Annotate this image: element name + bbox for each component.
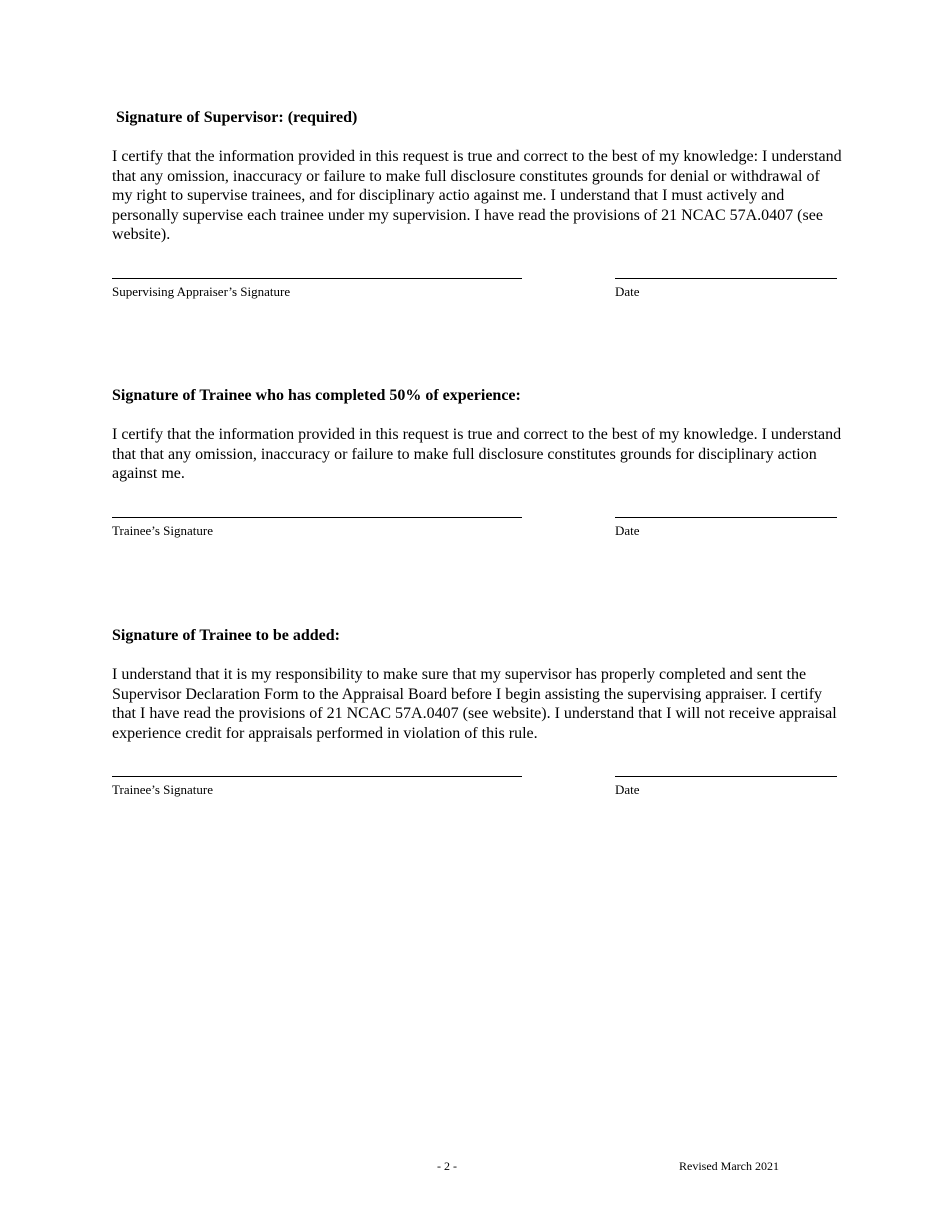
trainee-added-date-label: Date bbox=[615, 782, 640, 797]
trainee-added-statement: I understand that it is my responsibility to make sure that my supervisor has properly completed and sent the Supervisor Declaration Form to the Appraisal Board before I begin assisting the supervising appraiser. I certify that I have read the provisions of 21 NCAC 57A.0407 (see website). I understand that I will not receive appraisal experience credit for appraisals performed in violation of this rule. bbox=[112, 666, 837, 742]
supervisor-statement: I certify that the information provided in this request is true and correct to the best of my knowledge: I understand that any omission, inaccuracy or failure to make full disclosure constitutes grounds for denial or withdrawal of my right to supervise trainees, and for disciplinary actio against me. I understand that I must actively and personally supervise each trainee under my supervision. I have read the provisions of 21 NCAC 57A.0407 (see website). bbox=[112, 148, 842, 244]
trainee-completed-signature-label: Trainee’s Signature bbox=[112, 523, 213, 538]
trainee-completed-statement: I certify that the information provided in this request is true and correct to the best of my knowledge. I understand that that any omission, inaccuracy or failure to make full disclosure constitutes grounds for disciplinary action against me. bbox=[112, 426, 842, 483]
trainee-completed-signature-line[interactable] bbox=[112, 517, 522, 518]
trainee-completed-date-line[interactable] bbox=[615, 517, 837, 518]
page-number: - 2 - bbox=[437, 1159, 457, 1173]
trainee-added-date-line[interactable] bbox=[615, 776, 837, 777]
supervisor-date-label: Date bbox=[615, 284, 640, 299]
revision-date: Revised March 2021 bbox=[679, 1159, 779, 1173]
trainee-added-signature-line[interactable] bbox=[112, 776, 522, 777]
supervisor-signature-line[interactable] bbox=[112, 278, 522, 279]
supervisor-heading: Signature of Supervisor: (required) bbox=[116, 109, 358, 126]
trainee-completed-date-label: Date bbox=[615, 523, 640, 538]
trainee-added-signature-label: Trainee’s Signature bbox=[112, 782, 213, 797]
supervisor-signature-label: Supervising Appraiser’s Signature bbox=[112, 284, 291, 299]
trainee-completed-heading: Signature of Trainee who has completed 50% of experience: bbox=[112, 387, 521, 404]
supervisor-date-line[interactable] bbox=[615, 278, 837, 279]
trainee-added-heading: Signature of Trainee to be added: bbox=[112, 627, 341, 644]
